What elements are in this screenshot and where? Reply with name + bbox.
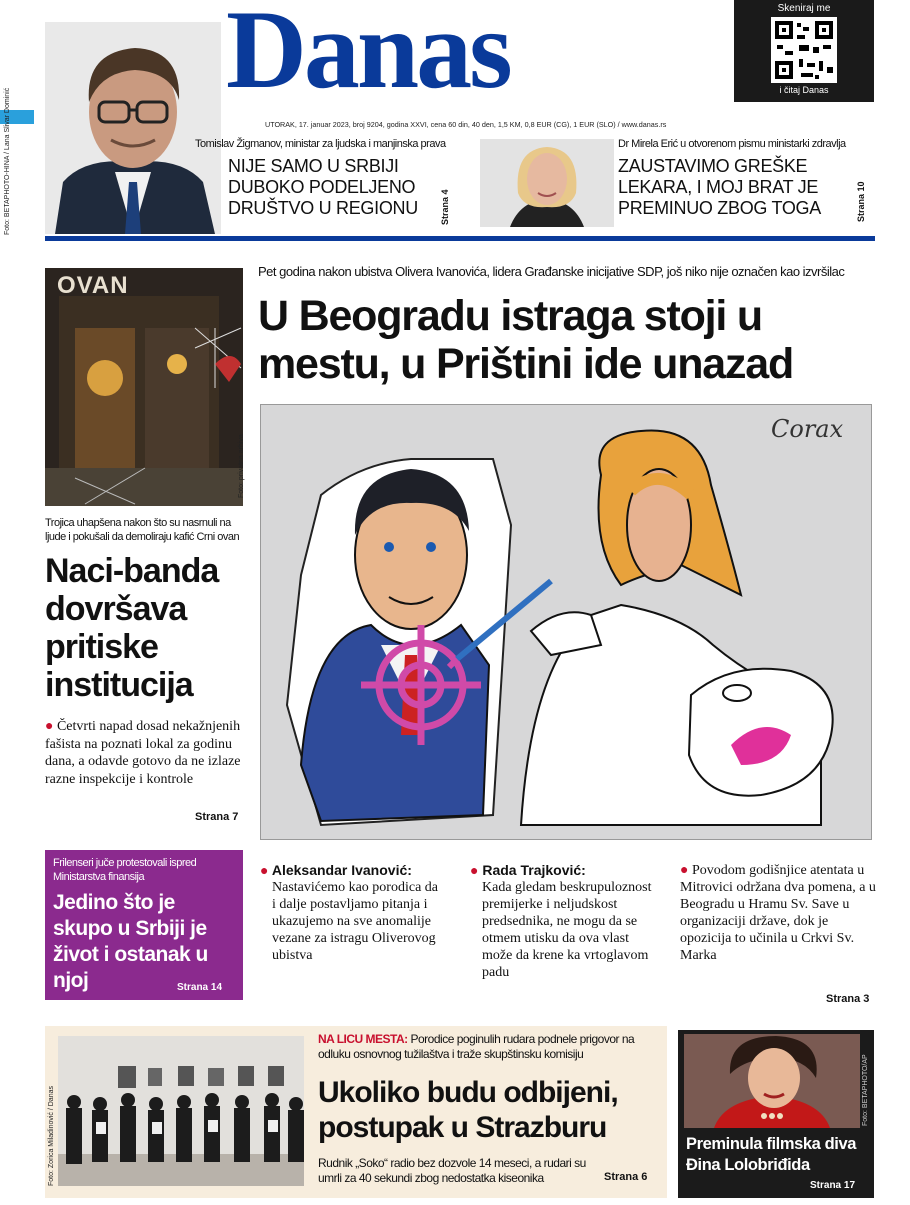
quote-2: [470, 862, 670, 981]
cafe-photo: [45, 268, 243, 506]
left-story-text: Četvrti napad dosad nekažnjenih fašista na poznati lokal za godinu dana, a odavde gotovo da ne izlaze razne inspekcije i kontrole: [45, 719, 241, 787]
miners-photo: [58, 1036, 304, 1186]
quote-1-text: Nastavićemo kao porodica da i dalje postavljamo pitanja i ukazujemo na sve anomalije vezane za istragu Oliverovog ubistva: [272, 880, 438, 963]
zigmanov-photo: [45, 22, 221, 234]
quote-2-text: Kada gledam beskrupuloznost premijerke i neljudskost predsednika, ne mogu da se otmem utisku da ova vlast može da krene ka vrtoglavom padu: [482, 880, 652, 980]
qr-box: [734, 0, 874, 102]
zigmanov-photo-credit: Foto: BETAPHOTO-HINA / Lana Slivar Dominić: [4, 87, 11, 235]
obituary-photo-credit: Foto: BETAPHOTO/AP: [862, 1054, 869, 1126]
bullet-icon: ●: [260, 862, 269, 878]
cafe-photo-credit: Foto: privatna arhiva: [238, 434, 245, 498]
left-story-body: [45, 718, 245, 788]
masthead-rule: [45, 236, 875, 241]
obituary-headline: Preminula filmska diva Đina Lolobriđida: [686, 1135, 857, 1174]
quote-1-name: Aleksandar Ivanović:: [271, 862, 412, 878]
main-page[interactable]: Strana 3: [826, 993, 870, 1005]
qr-bottom-label: i čitaj Danas: [779, 85, 829, 95]
teaser-left-kicker: Tomislav Žigmanov, ministar za ljudska i manjinska prava: [195, 138, 446, 150]
purple-page: Strana 14: [177, 982, 223, 993]
quote-3: [680, 862, 876, 964]
purple-kicker: Frilenseri juče protestovali ispred Ministarstva finansija: [53, 857, 197, 883]
teaser-right-page[interactable]: Strana 10: [856, 181, 866, 222]
masthead-logo: Danas: [226, 0, 510, 112]
bottom-headline: Ukoliko budu odbijeni, postupak u Strazburu: [318, 1076, 618, 1144]
main-kicker: Pet godina nakon ubistva Olivera Ivanovića, lidera Građanske inicijative SDP, još niko nije označen kao izvršilac: [258, 264, 845, 279]
teaser-right-kicker: Dr Mirela Erić u otvorenom pismu ministarki zdravlja: [618, 138, 846, 150]
teaser-right-headline: ZAUSTAVIMO GREŠKE LEKARA, I MOJ BRAT JE PREMINUO ZBOG TOGA: [618, 156, 821, 218]
obituary-box[interactable]: [678, 1030, 874, 1198]
obituary-page: Strana 17: [810, 1180, 856, 1191]
bottom-page[interactable]: Strana 6: [604, 1171, 648, 1183]
quote-1: [260, 862, 460, 964]
teaser-left-headline: NIJE SAMO U SRBIJI DUBOKO PODELJENO DRUŠTVO U REGIONU: [228, 156, 418, 218]
qr-code-icon: [771, 17, 837, 83]
eric-photo: [480, 139, 614, 227]
purple-box[interactable]: [45, 850, 243, 1000]
bullet-icon: ●: [470, 862, 479, 878]
cartoon: [260, 404, 872, 840]
teaser-left-page[interactable]: Strana 4: [440, 189, 450, 225]
na-licu-mesta-label: NA LICU MESTA:: [318, 1032, 408, 1046]
left-story-page[interactable]: Strana 7: [195, 811, 239, 823]
cartoon-signature: Corax: [771, 415, 844, 443]
bullet-icon: ●: [680, 863, 689, 878]
quote-2-name: Rada Trajković:: [482, 862, 586, 878]
dateline: UTORAK, 17. januar 2023, broj 9204, godina XXVI, cena 60 din, 40 den, 1,5 KM, 0,8 EUR (CG), 1 EUR (SLO) / www.danas.rs: [265, 120, 667, 129]
cafe-sign: OVAN: [57, 272, 129, 299]
miners-photo-credit: Foto: Zorica Miladinović / Danas: [48, 1086, 55, 1186]
purple-headline: Jedino što je skupo u Srbiji je život i ostanak u njoj: [53, 891, 208, 992]
bullet-icon: ●: [45, 719, 54, 734]
bottom-body: Rudnik „Soko“ radio bez dozvole 14 meseci, a rudari su umrli za 40 sekundi zbog nedostatka kiseonika: [318, 1156, 586, 1185]
main-headline: U Beogradu istraga stoji u mestu, u Prištini ide unazad: [258, 292, 794, 388]
qr-top-label: Skeniraj me: [777, 3, 831, 14]
cafe-caption: Trojica uhapšena nakon što su nasrnuli na ljude i pokušali da demoliraju kafić Crni ovan: [45, 517, 240, 543]
left-story-headline: Naci-banda dovršava pritiske institucija: [45, 552, 219, 704]
quote-3-text: ● Povodom godišnjice atentata u Mitrovici održana dva pomena, a u Beogradu u Hramu Sv. Save u organizaciji države, dok je opozicija to učinila u Crkvi Sv. Marka: [680, 863, 876, 963]
bottom-kicker-text: Porodice poginulih rudara podnele prigovor na odluku osnovnog tužilaštva i traže skupštinsku komisiju: [318, 1032, 635, 1061]
lollobrigida-photo: [684, 1034, 860, 1128]
bottom-kicker: [318, 1032, 658, 1062]
